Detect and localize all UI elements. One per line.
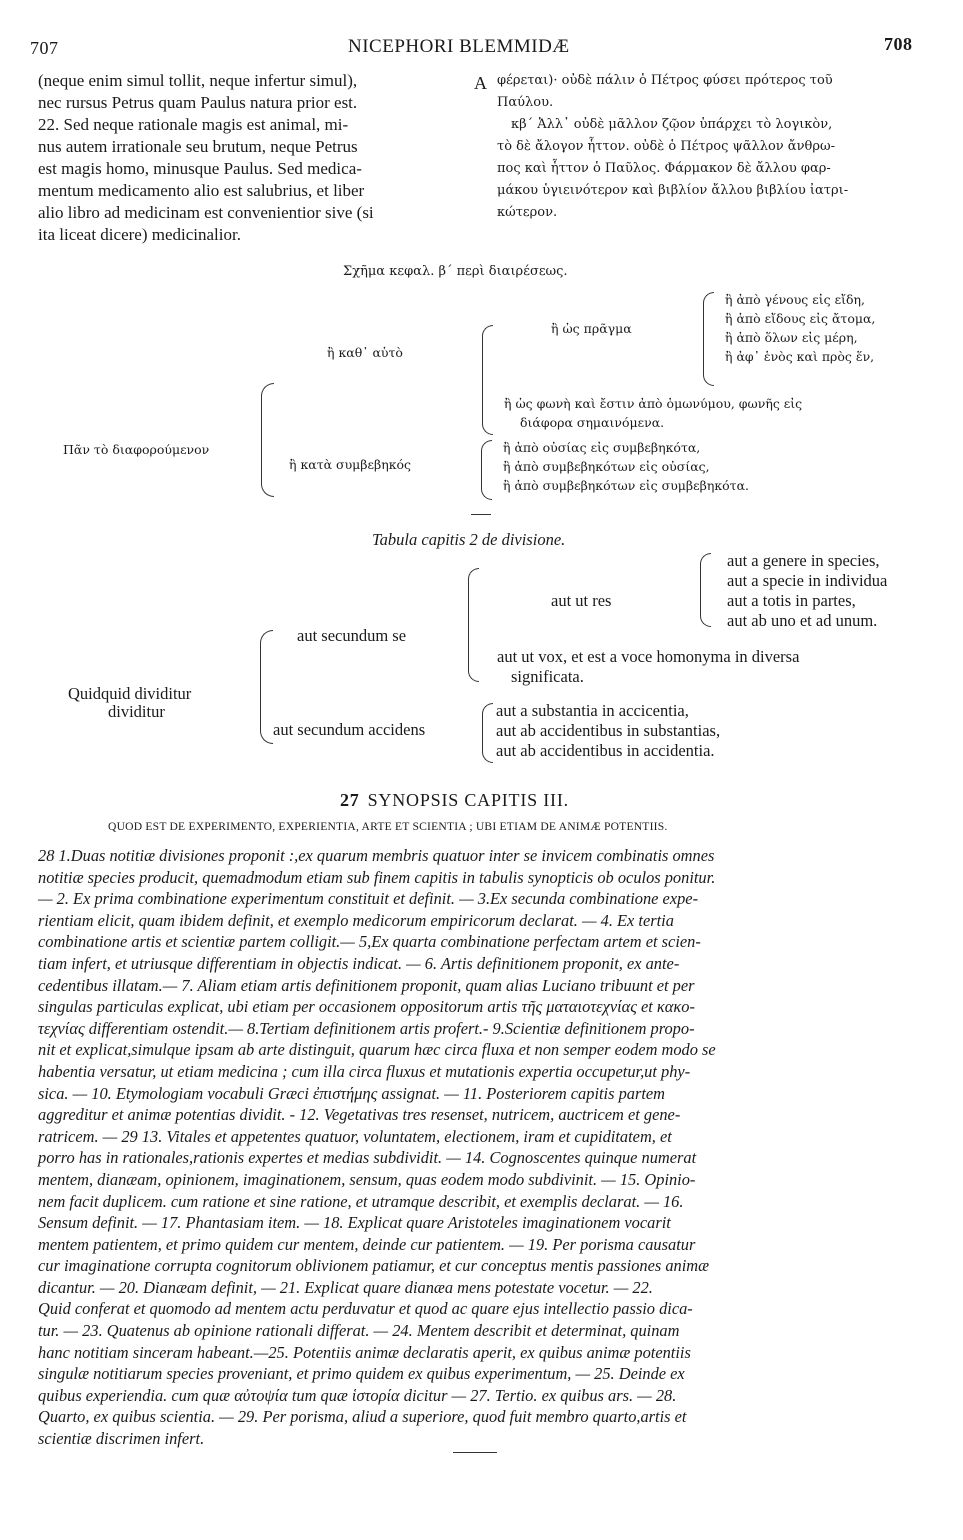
synopsis-line: dicantur. — 20. Dianæam definit, — 21. Explicat quare dianæa mens potestate vocetur. — 22. <box>38 1277 653 1297</box>
synopsis-line: cur imaginatione corrupta cognitorum oblivionem patiamur, et cur conceptus mentis passiones animæ <box>38 1256 710 1276</box>
synopsis-line: Sensum definit. — 17. Phantasiam item. — 18. Explicat quare Aristoteles imaginationem vocarit <box>38 1213 671 1233</box>
latin-line: (neque enim simul tollit, neque infertur simul), <box>38 71 358 90</box>
synopsis-line: singulas particulas explicat, ubi etiam per occasionem oppositorum artis τῆς ματαιοτεχνίας et κακο- <box>38 997 695 1017</box>
latin-res-brace <box>700 553 711 627</box>
greek-phone-line: ἢ ὡς φωνὴ καὶ ἔστιν ἀπὸ ὁμωνύμου, φωνῆς εἰς <box>504 396 803 411</box>
synopsis-line: combinatione artis et scientiæ partem colligit.— 5,Ex quarta combinatione perfectam artem et scien- <box>38 932 701 952</box>
latin-accidens-item: aut a substantia in accicentia, <box>496 701 689 720</box>
greek-symbebekos-item: ἢ ἀπὸ οὐσίας εἰς συμβεβηκότα, <box>503 440 701 455</box>
latin-accidens-item: aut ab accidentibus in accidentia. <box>496 741 715 760</box>
end-rule <box>453 1452 497 1453</box>
greek-phone-line: διάφορα σημαινόμενα. <box>520 415 665 430</box>
synopsis-line: scientiæ discrimen infert. <box>38 1429 205 1449</box>
latin-line: 22. Sed neque rationale magis est animal, mi- <box>38 115 349 134</box>
greek-pragma-item: ἢ ἀπὸ γένους εἰς εἴδη, <box>725 292 865 307</box>
latin-root-line: Quidquid dividitur <box>68 684 192 703</box>
latin-res-list <box>727 551 887 631</box>
latin-line: alio libro ad medicinam est convenientior sive (si <box>38 203 374 222</box>
synopsis-line: mentem, dianæam, opinionem, imaginationem, sensum, quas eodem modo subdivinit. — 15. Opinio- <box>38 1169 696 1189</box>
synopsis-line: singulæ notitiarum species proveniant, et primo quidem ex quibus experimentum, — 25. Deinde ex <box>38 1364 685 1384</box>
synopsis-line: Quid conferat et quomodo ad mentem actu perduvatur et quod ac quare ejus intellectio passio dica- <box>38 1299 693 1319</box>
synopsis-line: cedentibus illatam.— 7. Aliam etiam artis definitionem proponit, quam alias Luciano tribuunt et per <box>38 975 695 995</box>
synopsis-line: rientiam elicit, quam ibidem definit, et exemplo medicorum empiricorum declarat. — 4. Ex tertia <box>38 910 674 930</box>
greek-line: Παύλου. <box>497 95 554 110</box>
synopsis-line: nem facit duplicem. cum ratione et sine ratione, et utramque describit, et exemplis declarat. — 16. <box>38 1191 684 1211</box>
latin-res-item: aut a totis in partes, <box>727 591 856 610</box>
greek-line: κώτερον. <box>497 205 558 220</box>
greek-pragma-item: ἢ ἀπὸ εἴδους εἰς ἄτομα, <box>725 311 876 326</box>
latin-vox-line: aut ut vox, et est a voce homonyma in diversa <box>497 647 800 666</box>
latin-res-item: aut a genere in species, <box>727 551 880 570</box>
greek-line: τὸ δὲ ἄλογον ἧττον. οὐδὲ ὁ Πέτρος ψᾶλλον ἄνθρω- <box>497 139 835 154</box>
latin-accidens-item: aut ab accidentibus in substantias, <box>496 721 721 740</box>
synopsis-line: tur. — 23. Quatenus ab opinione rationali differat. — 24. Mentem describit et determinat, quinam <box>38 1321 680 1341</box>
greek-pragma-brace <box>703 292 714 386</box>
latin-secundum-accidens: aut secundum accidens <box>273 720 426 739</box>
latin-res-item: aut a specie in individua <box>727 571 888 590</box>
synopsis-line: hanc notitiam sinceram habeant.—25. Potentiis animæ declaratis aperit, ex quibus animæ potentiis <box>38 1342 691 1362</box>
synopsis-line: ratricem. — 29 13. Vitales et appetentes quatuor, voluntatem, electionem, iram et cupiditatem, et <box>38 1126 672 1146</box>
column-number: 27 <box>340 790 360 810</box>
greek-table-rule <box>471 514 491 515</box>
synopsis-line: — 2. Ex prima combinatione experimentum constituit et definit. — 3.Ex secunda combinatione expe- <box>38 889 699 909</box>
latin-vox-lines <box>497 647 799 687</box>
latin-line: mentum medicamento alio est salubrius, et liber <box>38 181 365 200</box>
greek-kath-auto: ἢ καθ᾽ αὑτὸ <box>327 345 403 360</box>
synopsis-line: sica. — 10. Etymologiam vocabuli Græci ἐπιστήμης assignat. — 11. Posteriorem capitis partem <box>38 1083 666 1103</box>
synopsis-body <box>38 845 926 1450</box>
greek-top-paragraph <box>497 70 848 224</box>
greek-line: φέρεται)· οὐδὲ πάλιν ὁ Πέτρος φύσει πρότερος τοῦ <box>497 73 833 88</box>
greek-kata-symbebekos: ἢ κατὰ συμβεβηκός <box>289 457 412 472</box>
synopsis-line: habentia versatur, ut etiam medicina ; cum illa circa fluxus et mutationis expertia occupetur,ut phy- <box>38 1061 691 1081</box>
latin-root-brace <box>260 630 273 744</box>
synopsis-line: porro has in rationales,rationis expertes et medias subdividit. — 14. Cognoscentes quinque numerat <box>38 1148 697 1168</box>
greek-pragma-list <box>725 290 875 366</box>
synopsis-line: quibus experiendia. cum quæ αὐτοψία tum quæ ἱστορία dicitur — 27. Tertio. ex quibus ars. — 28. <box>38 1385 677 1405</box>
synopsis-line: Quarto, ex quibus scientia. — 29. Per porisma, aliud a superiore, quod fuit membro quarto,artis et <box>38 1407 687 1427</box>
greek-line: πος καὶ ἧττον ὁ Παῦλος. Φάρμακον δὲ ἄλλου φαρ- <box>497 161 831 176</box>
greek-pragma-item: ἢ ἀπὸ ὅλων εἰς μέρη, <box>725 330 858 345</box>
latin-secundum-se: aut secundum se <box>297 626 407 645</box>
latin-accidens-list <box>496 701 720 761</box>
latin-table-caption: Tabula capitis 2 de divisione. <box>372 530 566 549</box>
synopsis-line: τεχνίας differentiam ostendit.— 8.Tertiam definitionem artis profert.- 9.Scientiæ definitionem propo- <box>38 1018 695 1038</box>
greek-root: Πᾶν τὸ διαφορούμενον <box>63 442 210 457</box>
latin-line: ita liceat dicere) medicinalior. <box>38 225 241 244</box>
margin-letter: A <box>474 73 487 93</box>
synopsis-line: notitiæ species producit, quemadmodum etiam sub finem capitis in tabulis synopticis ob oculos ponitur. <box>38 867 716 887</box>
latin-secundum-se-brace <box>468 568 479 682</box>
greek-table-heading: Σχῆμα κεφαλ. β΄ περὶ διαιρέσεως. <box>343 264 568 279</box>
synopsis-line: mentem patientem, et primo quidem cur mentem, deinde cur patientem. — 19. Per porisma causatur <box>38 1234 696 1254</box>
synopsis-heading: SYNOPSIS CAPITIS III. <box>367 790 569 810</box>
latin-line: nus autem irrationale seu brutum, neque Petrus <box>38 137 358 156</box>
synopsis-heading-row <box>340 790 569 811</box>
latin-ut-res: aut ut res <box>551 591 612 610</box>
greek-line: μάκου ὑγιεινότερον καὶ βιβλίον ἄλλου βιβλίου ἰατρι- <box>497 183 849 198</box>
latin-root-line: dividitur <box>108 702 165 721</box>
synopsis-line: nit et explicat,simulque ipsam ab arte distinguit, quarum hæc circa fluxa et non semper eodem modo se <box>38 1040 716 1060</box>
greek-line: κβ΄ Ἀλλ᾽ οὐδὲ μᾶλλον ζῷον ὑπάρχει τὸ λογικὸν, <box>511 117 833 132</box>
synopsis-line: tiam infert, et utriusque differentiam in objectis indicat. — 6. Artis definitionem proponit, ex ante- <box>38 953 680 973</box>
latin-root <box>68 684 191 722</box>
greek-symbebekos-item: ἢ ἀπὸ συμβεβηκότων εἰς οὐσίας, <box>503 459 710 474</box>
latin-accidens-brace <box>482 703 493 763</box>
synopsis-line: 28 1.Duas notitiæ divisiones proponit :,ex quarum membris quatuor inter se invicem combinatis omnes <box>38 846 715 865</box>
running-title: NICEPHORI BLEMMIDÆ <box>348 36 570 57</box>
latin-vox-line: significata. <box>511 667 584 686</box>
synopsis-subheading: QUOD EST DE EXPERIMENTO, EXPERIENTIA, ARTE ET SCIENTIA ; UBI ETIAM DE ANIMÆ POTENTIIS. <box>108 820 668 833</box>
greek-kath-auto-brace <box>482 325 493 435</box>
synopsis-line: aggreditur et animæ potentias dividit. - 12. Vegetativas tres resenset, nutricem, auctricem et gene- <box>38 1105 681 1125</box>
page-number-left: 707 <box>30 38 59 58</box>
greek-symbebekos-brace <box>481 440 492 500</box>
greek-hos-pragma: ἢ ὡς πρᾶγμα <box>551 321 632 336</box>
latin-line: est magis homo, minusque Paulus. Sed medica- <box>38 159 362 178</box>
latin-res-item: aut ab uno et ad unum. <box>727 611 878 630</box>
greek-symbebekos-item: ἢ ἀπὸ συμβεβηκότων εἰς συμβεβηκότα. <box>503 478 750 493</box>
page-number-right: 708 <box>884 34 913 54</box>
greek-pragma-item: ἢ ἀφ᾽ ἑνὸς καὶ πρὸς ἕν, <box>725 349 875 364</box>
latin-line: nec rursus Petrus quam Paulus natura prior est. <box>38 93 358 112</box>
greek-phone-lines <box>504 394 802 432</box>
greek-symbebekos-list <box>503 438 749 495</box>
greek-root-brace <box>261 383 274 497</box>
latin-top-paragraph <box>38 70 374 246</box>
